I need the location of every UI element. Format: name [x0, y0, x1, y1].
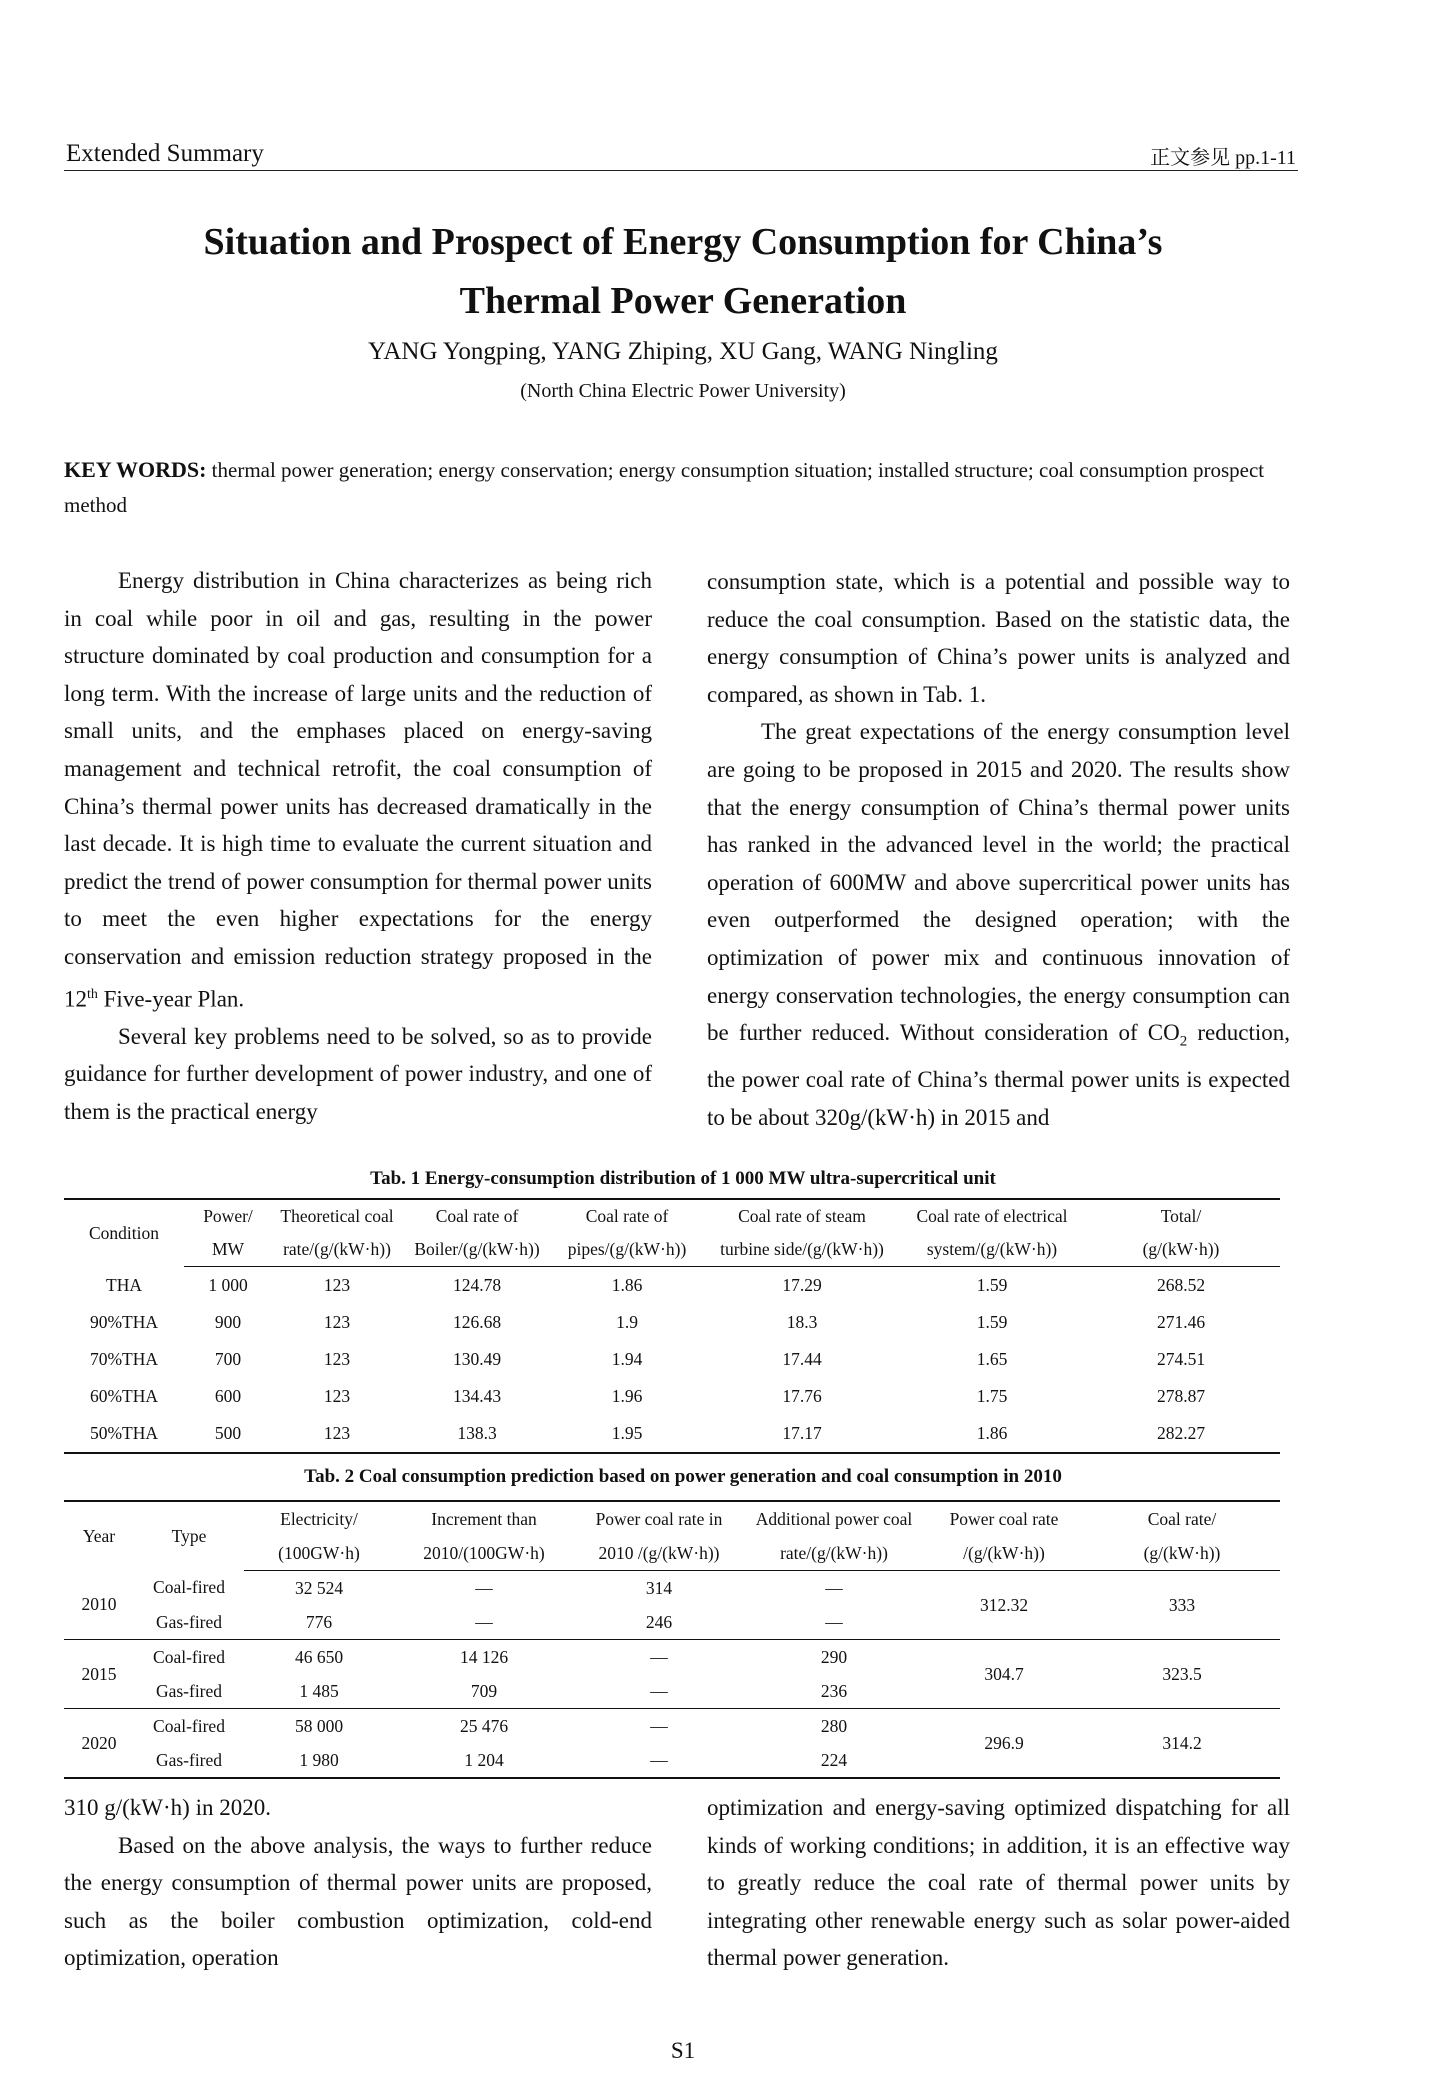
- table-cell: 280: [744, 1709, 924, 1744]
- author-list: YANG Yongping, YANG Zhiping, XU Gang, WANG Ningling: [368, 338, 998, 365]
- col-header-turbine-unit: turbine side/(g/(kW·h)): [702, 1233, 902, 1267]
- table-cell-year: 2020: [64, 1709, 134, 1779]
- paragraph-text: Five-year Plan.: [97, 986, 245, 1012]
- superscript: th: [87, 986, 98, 1002]
- table-row: [64, 1640, 1280, 1675]
- col-header-electricity: Electricity/: [280, 1508, 358, 1529]
- table-cell: —: [825, 1611, 843, 1632]
- table-cell: —: [574, 1640, 744, 1675]
- table-row: [64, 1304, 1280, 1341]
- year-group-2020: [64, 1709, 1280, 1779]
- right-column-bottom: [707, 1789, 1290, 1977]
- col-header-power-coal-rate-unit: /(g/(kW·h)): [924, 1536, 1084, 1571]
- table-cell: 1.96: [611, 1386, 643, 1406]
- col-header-electrical-unit: system/(g/(kW·h)): [902, 1233, 1082, 1267]
- left-column-top: [64, 562, 652, 1131]
- table-cell: 323.5: [1084, 1640, 1280, 1709]
- table-row: [64, 1378, 1280, 1415]
- table-row: [64, 1571, 1280, 1606]
- table-cell-year: 2015: [64, 1640, 134, 1709]
- table-cell: 1.94: [611, 1349, 643, 1369]
- table-cell: 126.68: [452, 1312, 502, 1332]
- table-cell: 14 126: [394, 1640, 574, 1675]
- table-cell: 700: [214, 1349, 242, 1369]
- table-cell: 90%THA: [89, 1312, 159, 1332]
- table-cell: 268.52: [1156, 1275, 1206, 1295]
- table-cell: 123: [323, 1423, 351, 1443]
- col-header-year: Year: [82, 1525, 116, 1546]
- table-cell: 70%THA: [89, 1349, 159, 1369]
- col-header-electricity-unit: (100GW·h): [244, 1536, 394, 1571]
- affiliation: (North China Electric Power University): [520, 380, 846, 402]
- table-cell: 296.9: [924, 1709, 1084, 1779]
- table-cell: 1 204: [464, 1749, 504, 1770]
- col-header-type: Type: [171, 1525, 207, 1546]
- keywords: [64, 452, 1298, 523]
- col-header-electrical: Coal rate of electrical: [916, 1206, 1068, 1226]
- table-cell: 1 980: [299, 1749, 339, 1770]
- table-cell: 314: [645, 1577, 673, 1598]
- table-cell: 1 485: [299, 1680, 339, 1701]
- page-number: S1: [670, 2038, 696, 2063]
- col-header-power-coal-rate: Power coal rate: [949, 1508, 1059, 1529]
- table-cell: 138.3: [457, 1423, 497, 1443]
- table-cell: 32 524: [294, 1577, 344, 1598]
- table-cell: 236: [820, 1680, 848, 1701]
- table-cell: 282.27: [1156, 1423, 1206, 1443]
- table-cell: Gas-fired: [155, 1749, 223, 1770]
- col-header-turbine: Coal rate of steam: [738, 1206, 866, 1226]
- table-cell: 274.51: [1156, 1349, 1206, 1369]
- body-paragraph: [64, 562, 652, 1018]
- running-header: [64, 136, 1298, 171]
- table-cell: 1.65: [976, 1349, 1008, 1369]
- table-cell-year: 2010: [81, 1594, 117, 1615]
- paper-title-line-1: Situation and Prospect of Energy Consumption for China’s: [203, 221, 1163, 263]
- table-cell: —: [825, 1577, 843, 1598]
- table-row: [64, 1341, 1280, 1378]
- col-header-theoretical-unit: rate/(g/(kW·h)): [272, 1233, 402, 1267]
- table-cell: Gas-fired: [155, 1611, 223, 1632]
- table-cell: 17.44: [782, 1349, 822, 1369]
- table-cell: 314.2: [1084, 1709, 1280, 1779]
- col-header-condition: Condition: [88, 1222, 159, 1243]
- col-header-increment: Increment than: [431, 1508, 537, 1529]
- table-cell: 776: [305, 1611, 333, 1632]
- table-cell: 60%THA: [89, 1386, 159, 1406]
- table-cell: 17.29: [782, 1275, 822, 1295]
- table-cell: 1.59: [976, 1312, 1008, 1332]
- body-paragraph: 310 g/(kW·h) in 2020.: [64, 1795, 271, 1820]
- col-header-boiler-unit: Boiler/(g/(kW·h)): [402, 1233, 552, 1267]
- col-header-power-unit: MW: [184, 1233, 272, 1267]
- table-1-caption: Tab. 1 Energy-consumption distribution of 1 000 MW ultra-supercritical unit: [370, 1168, 996, 1189]
- table-cell: 224: [820, 1749, 848, 1770]
- table-cell: 333: [1168, 1594, 1196, 1615]
- col-header-coal-rate: Coal rate/: [1147, 1508, 1217, 1529]
- col-header-power: Power/: [203, 1206, 253, 1226]
- table-cell: 312.32: [979, 1594, 1029, 1615]
- table-cell: 25 476: [394, 1709, 574, 1744]
- col-header-additional: Additional power coal: [755, 1508, 913, 1529]
- table-cell: 50%THA: [89, 1423, 159, 1443]
- table-cell: 124.78: [452, 1275, 502, 1295]
- table-cell: 1.9: [616, 1312, 638, 1332]
- col-header-rate2010-unit: 2010 /(g/(kW·h)): [574, 1536, 744, 1571]
- table-cell: 123: [323, 1349, 351, 1369]
- table-cell: 17.76: [782, 1386, 822, 1406]
- col-header-pipes-unit: pipes/(g/(kW·h)): [552, 1233, 702, 1267]
- year-group-2010: [64, 1571, 1280, 1640]
- body-paragraph: optimization and energy-saving optimized dispatching for all kinds of working conditions; in addition, it is an effective way to greatly reduce the coal rate of thermal power units by integrating other renewable energy such as solar power-aided thermal power generation.: [707, 1795, 1290, 1971]
- table-2-caption: Tab. 2 Coal consumption prediction based on power generation and coal consumption in 2010: [304, 1466, 1062, 1487]
- table-cell: 17.17: [782, 1423, 822, 1443]
- table-cell: —: [475, 1611, 493, 1632]
- table-cell: 1.75: [976, 1386, 1008, 1406]
- col-header-coal-rate-unit: (g/(kW·h)): [1084, 1536, 1280, 1571]
- table-cell: 900: [214, 1312, 242, 1332]
- keywords-text: thermal power generation; energy conservation; energy consumption situation; installed structure; coal consumption prospect method: [64, 458, 1265, 517]
- table-cell: —: [574, 1709, 744, 1744]
- table-cell: 123: [323, 1275, 351, 1295]
- right-column-top: [707, 563, 1290, 1137]
- col-header-total: Total/: [1160, 1206, 1202, 1226]
- body-paragraph: [707, 713, 1290, 1136]
- table-cell: 271.46: [1156, 1312, 1206, 1332]
- body-paragraph: Several key problems need to be solved, so as to provide guidance for further development of power industry, and one of them is the practical energy: [64, 1023, 652, 1124]
- table-row: [64, 1267, 1280, 1305]
- table-cell: 18.3: [786, 1312, 818, 1332]
- table-cell: 290: [744, 1640, 924, 1675]
- paragraph-text: Energy distribution in China characterizes as being rich in coal while poor in oil and gas, resulting in the power structure dominated by coal production and consumption for a long term. With the increase of large units and the reduction of small units, and the emphases placed on energy-saving management and technical retrofit, the coal consumption of China’s thermal power units has decreased dramatically in the last decade. It is high time to evaluate the current situation and predict the trend of power consumption for thermal power units to meet the even higher expectations for the energy conservation and emission reduction strategy proposed in the 12: [64, 568, 652, 1012]
- paper-title-line-2: Thermal Power Generation: [459, 280, 907, 322]
- col-header-additional-unit: rate/(g/(kW·h)): [744, 1536, 924, 1571]
- col-header-pipes: Coal rate of: [585, 1206, 669, 1226]
- table-2: [64, 1500, 1280, 1779]
- table-cell: THA: [106, 1274, 142, 1295]
- left-column-bottom: [64, 1789, 652, 1977]
- table-cell: 130.49: [452, 1349, 502, 1369]
- table-row: [64, 1415, 1280, 1453]
- table-cell: 46 650: [244, 1640, 394, 1675]
- table-cell: 58 000: [244, 1709, 394, 1744]
- table-cell: 1.59: [976, 1275, 1008, 1295]
- table-cell: 1.86: [611, 1275, 643, 1295]
- table-cell: —: [650, 1749, 668, 1770]
- table-cell: 278.87: [1156, 1386, 1206, 1406]
- table-cell: 1 000: [208, 1275, 248, 1295]
- table-cell: —: [475, 1577, 493, 1598]
- table-1: [64, 1198, 1280, 1454]
- col-header-rate2010: Power coal rate in: [595, 1508, 723, 1529]
- table-cell: 304.7: [924, 1640, 1084, 1709]
- col-header-increment-unit: 2010/(100GW·h): [394, 1536, 574, 1571]
- table-cell: 123: [323, 1312, 351, 1332]
- header-page-reference: 正文参见 pp.1-11: [1150, 147, 1296, 169]
- paragraph-text: reduction, the power coal rate of China’s thermal power units is expected to be about 320g/(kW·h) in 2015 and: [707, 1020, 1290, 1130]
- table-row: [64, 1709, 1280, 1744]
- table-cell: 1.95: [611, 1423, 643, 1443]
- table-cell: 123: [323, 1386, 351, 1406]
- table-cell: 134.43: [452, 1386, 502, 1406]
- table-cell: Coal-fired: [134, 1709, 244, 1744]
- table-cell: —: [650, 1680, 668, 1701]
- table-cell: Coal-fired: [134, 1640, 244, 1675]
- table-cell: 246: [645, 1611, 673, 1632]
- keywords-label: KEY WORDS:: [64, 457, 207, 482]
- col-header-boiler: Coal rate of: [435, 1206, 519, 1226]
- header-section-label: Extended Summary: [66, 140, 264, 167]
- body-paragraph: consumption state, which is a potential and possible way to reduce the coal consumption. Based on the statistic data, the energy consumption of China’s power units is analyzed and compared, as shown in Tab. 1.: [707, 569, 1290, 707]
- table-cell: 709: [470, 1680, 498, 1701]
- year-group-2015: [64, 1640, 1280, 1709]
- table-cell: 500: [214, 1423, 242, 1443]
- table-cell: 600: [214, 1386, 242, 1406]
- paragraph-text: The great expectations of the energy consumption level are going to be proposed in 2015 and 2020. The results show that the energy consumption of China’s thermal power units has ranked in the advanced level in the world; the practical operation of 600MW and above supercritical power units has even outperformed the designed operation; with the optimization of power mix and continuous innovation of energy conservation technologies, the energy consumption can be further reduced. Without consideration of CO: [707, 719, 1290, 1046]
- col-header-theoretical: Theoretical coal: [280, 1206, 394, 1226]
- subscript: 2: [1179, 1033, 1188, 1050]
- table-cell: Coal-fired: [153, 1577, 225, 1598]
- body-paragraph: Based on the above analysis, the ways to further reduce the energy consumption of thermal power units are proposed, such as the boiler combustion optimization, cold-end optimization, operation: [64, 1832, 652, 1971]
- col-header-total-unit: (g/(kW·h)): [1082, 1233, 1280, 1267]
- table-cell: 1.86: [976, 1423, 1008, 1443]
- table-cell: Gas-fired: [155, 1680, 223, 1701]
